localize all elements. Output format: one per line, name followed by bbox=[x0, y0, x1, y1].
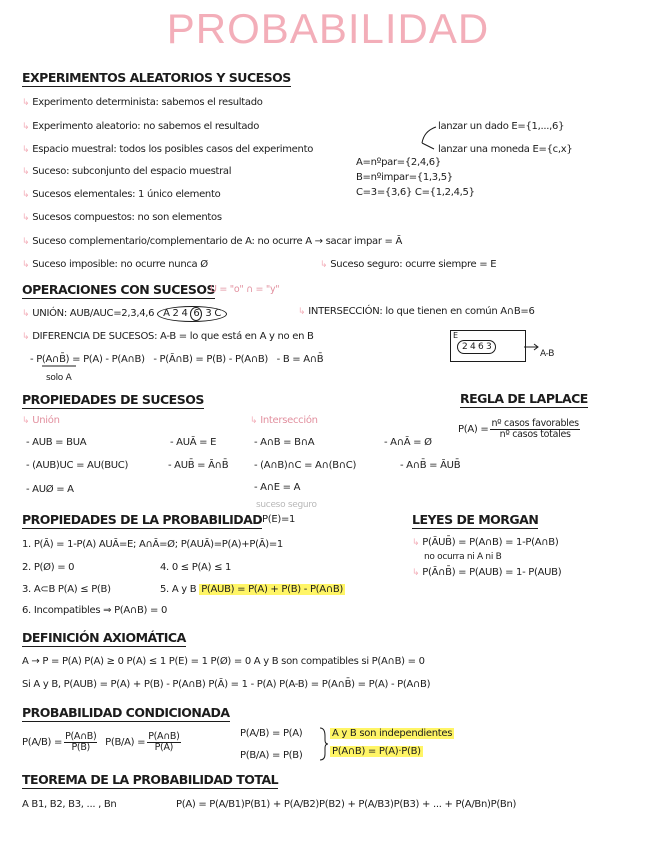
arrow-icon: ↳ bbox=[22, 122, 30, 132]
prop-u2: - AUĀ = E bbox=[170, 437, 217, 448]
page-title: PROBABILIDAD bbox=[166, 5, 490, 52]
label-union: ↳ Unión bbox=[22, 415, 60, 426]
note-union-inter: U = "o" ∩ = "y" bbox=[210, 284, 280, 295]
heading-morgan: LEYES DE MORGAN bbox=[412, 512, 539, 527]
example-b-impar: B=nºimpar={1,3,5} bbox=[356, 172, 453, 183]
prop-i3: - (A∩B)∩C = A∩(B∩C) bbox=[254, 460, 357, 471]
morgan-m2: ↳ P(Ā∩B̄) = P(AUB) = 1- P(AUB) bbox=[412, 567, 562, 578]
arrow-icon: ↳ bbox=[22, 145, 30, 155]
arrow-icon: ↳ bbox=[22, 167, 30, 177]
prob-p1: 1. P(Ā) = 1-P(A) AUĀ=E; A∩Ā=Ø; P(AUĀ)=P(A)+P(Ā)=1 bbox=[22, 539, 283, 550]
prop-u5: - AUØ = A bbox=[26, 484, 74, 495]
axiom-line-1: A → P = P(A) P(A) ≥ 0 P(A) ≤ 1 P(E) = 1 P(Ø) = 0 A y B son compatibles si P(A∩B) = 0 bbox=[22, 656, 425, 667]
highlight-p5: P(AUB) = P(A) + P(B) - P(A∩B) bbox=[201, 584, 344, 595]
arrow-icon: ↳ bbox=[412, 568, 420, 578]
prob-p2: 2. P(Ø) = 0 bbox=[22, 562, 75, 573]
total-formula: P(A) = P(A/B1)P(B1) + P(A/B2)P(B2) + P(A/B3)P(B3) + ... + P(A/Bn)P(Bn) bbox=[176, 799, 517, 810]
prop-i2: - A∩Ā = Ø bbox=[384, 437, 432, 448]
venn-label-e: E bbox=[453, 331, 458, 340]
cond-c2: P(B/A) = P(B) bbox=[240, 750, 303, 761]
heading-operaciones: OPERACIONES CON SUCESOS bbox=[22, 282, 216, 297]
note-suceso-seguro: suceso seguro bbox=[256, 500, 317, 510]
example-c: C=3={3,6} C={1,2,4,5} bbox=[356, 187, 475, 198]
line-seguro: ↳ Suceso seguro: ocurre siempre = E bbox=[320, 259, 497, 270]
heading-definicion-axiomatica: DEFINICIÓN AXIOMÁTICA bbox=[22, 630, 186, 645]
venn-result: A-B bbox=[540, 349, 555, 359]
arrow-icon: ↳ bbox=[22, 332, 30, 342]
prop-u3: - (AUB)UC = AU(BUC) bbox=[26, 460, 129, 471]
heading-propiedades-sucesos: PROPIEDADES DE SUCESOS bbox=[22, 392, 204, 407]
label-interseccion: ↳ Intersección bbox=[250, 415, 318, 426]
heading-probabilidad-condicionada: PROBABILIDAD CONDICIONADA bbox=[22, 705, 230, 720]
arrow-icon: ↳ bbox=[22, 237, 30, 247]
arrow-icon: ↳ bbox=[412, 538, 420, 548]
line-complementario: ↳ Suceso complementario/complementario de A: no ocurre A → sacar impar = Ā bbox=[22, 236, 403, 247]
total-partition: A B1, B2, B3, ... , Bn bbox=[22, 799, 117, 810]
note-solo-a: solo A bbox=[46, 373, 72, 383]
example-moneda: lanzar una moneda E={c,x} bbox=[438, 144, 573, 155]
morgan-note: no ocurra ni A ni B bbox=[424, 552, 502, 562]
heading-propiedades-probabilidad: PROPIEDADES DE LA PROBABILIDAD bbox=[22, 512, 263, 527]
arrow-icon: ↳ bbox=[22, 213, 30, 223]
line-union: ↳ UNIÓN: AUB/AUC=2,3,4,6 A 2 4 6 3 C bbox=[22, 306, 227, 322]
prob-p4: 4. 0 ≤ P(A) ≤ 1 bbox=[160, 562, 232, 573]
cond-formulas: P(A/B) = $\frac{P(A\cap B)}{P(B)}$ P(B/A) = $\frac{P(A\cap B)}{P(A)}$ bbox=[22, 730, 180, 753]
prop-i1: - A∩B = B∩A bbox=[254, 437, 315, 448]
arrow-icon: ↳ bbox=[22, 260, 30, 270]
prob-p3: 3. A⊂B P(A) ≤ P(B) bbox=[22, 584, 111, 595]
line-compuestos: ↳ Sucesos compuestos: no son elementos bbox=[22, 212, 222, 223]
venn-diagram bbox=[450, 330, 526, 362]
example-a-par: A=nºpar={2,4,6} bbox=[356, 157, 441, 168]
line-espacio-muestral: ↳ Espacio muestral: todos los posibles casos del experimento bbox=[22, 144, 314, 155]
heading-experimentos: EXPERIMENTOS ALEATORIOS Y SUCESOS bbox=[22, 70, 291, 85]
laplace-formula: P(A) = $\frac{\text{nº casos favorables}}{\text{nº casos totales}}$ bbox=[458, 417, 579, 440]
cond-c1: P(A/B) = P(A) bbox=[240, 728, 303, 739]
example-dado: lanzar un dado E={1,...,6} bbox=[438, 121, 565, 132]
bracket-arrows bbox=[420, 121, 440, 161]
arrow-icon: ↳ bbox=[22, 190, 30, 200]
line-aleatorio: ↳ Experimento aleatorio: no sabemos el resultado bbox=[22, 121, 260, 132]
prob-pe: P(E)=1 bbox=[262, 514, 296, 525]
axiom-line-2: Si A y B, P(AUB) = P(A) + P(B) - P(A∩B) P(Ā) = 1 - P(A) P(A-B) = P(A∩B̄) = P(A) - P(A∩B) bbox=[22, 679, 431, 690]
cond-independientes: A y B son independientes bbox=[332, 728, 453, 739]
brace-icon bbox=[318, 726, 328, 762]
prob-p6: 6. Incompatibles ⇒ P(A∩B) = 0 bbox=[22, 605, 168, 616]
prob-p5: 5. A y B P(AUB) = P(A) + P(B) - P(A∩B) bbox=[160, 584, 344, 595]
line-imposible: ↳ Suceso imposible: no ocurre nunca Ø bbox=[22, 259, 208, 270]
arrow-icon: ↳ bbox=[250, 416, 258, 426]
arrow-icon: ↳ bbox=[320, 260, 328, 270]
formula-row-diferencia: - P(A∩B̄) = P(A) - P(A∩B) - P(Ā∩B) = P(B) - P(A∩B) - B = A∩B̄ bbox=[30, 354, 324, 365]
arrow-icon: ↳ bbox=[22, 309, 30, 319]
line-determinista: ↳ Experimento determinista: sabemos el resultado bbox=[22, 97, 263, 108]
line-suceso: ↳ Suceso: subconjunto del espacio muestral bbox=[22, 166, 232, 177]
heading-probabilidad-total: TEOREMA DE LA PROBABILIDAD TOTAL bbox=[22, 772, 279, 787]
union-oval: A 2 4 6 3 C bbox=[157, 306, 227, 322]
prop-u1: - AUB = BUA bbox=[26, 437, 87, 448]
venn-sets: 2 4 6 3 bbox=[457, 340, 496, 354]
line-interseccion: ↳ INTERSECCIÓN: lo que tienen en común A∩B=6 bbox=[298, 306, 535, 317]
prop-i4: - A∩B̄ = ĀUB̄ bbox=[400, 460, 461, 471]
prop-u4: - AUB̄ = Ā∩B̄ bbox=[168, 460, 229, 471]
underline-arrow bbox=[40, 364, 80, 374]
prop-i5: - A∩E = A bbox=[254, 482, 301, 493]
arrow-icon: ↳ bbox=[22, 416, 30, 426]
arrow-icon: ↳ bbox=[22, 98, 30, 108]
line-elementales: ↳ Sucesos elementales: 1 único elemento bbox=[22, 189, 221, 200]
arrow-icon: ↳ bbox=[298, 307, 306, 317]
line-diferencia: ↳ DIFERENCIA DE SUCESOS: A-B = lo que está en A y no en B bbox=[22, 331, 314, 342]
cond-producto: P(A∩B) = P(A)·P(B) bbox=[332, 746, 421, 757]
heading-laplace: REGLA DE LAPLACE bbox=[460, 391, 588, 406]
morgan-m1: ↳ P(ĀUB̄) = P(A∩B) = 1-P(A∩B) bbox=[412, 537, 559, 548]
